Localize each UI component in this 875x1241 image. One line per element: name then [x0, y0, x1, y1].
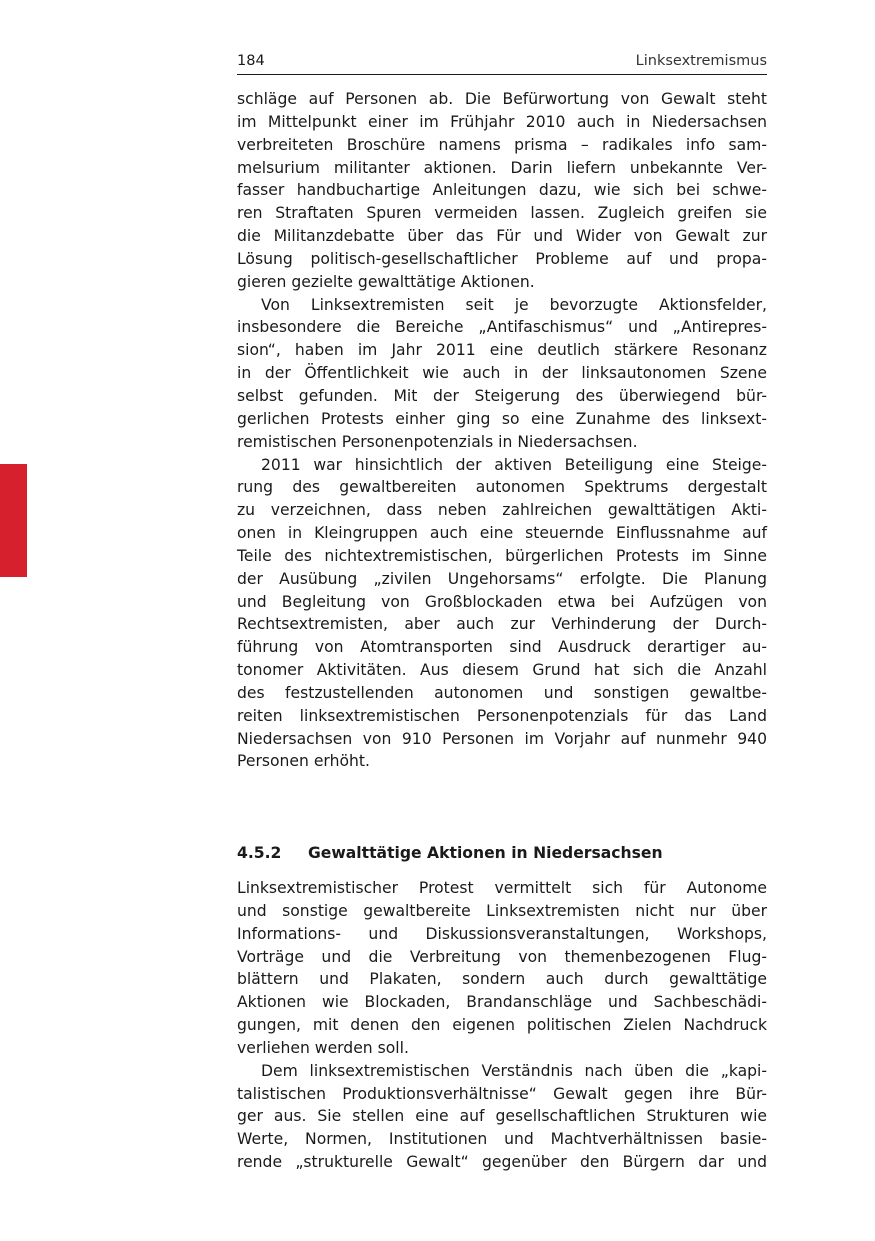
text-line: verliehen werden soll. — [237, 1038, 409, 1057]
text-line: Dem linksextremistischen Verständnis nach üben die „kapi- — [261, 1061, 767, 1080]
text-line: remistischen Personenpotenzials in Niedersachsen. — [237, 432, 638, 451]
text-line: tonomer Aktivitäten. Aus diesem Grund hat sich die Anzahl — [237, 661, 767, 680]
text-line: Teile des nichtextremistischen, bürgerlichen Protests im Sinne — [237, 546, 767, 565]
text-line: verbreiteten Broschüre namens prisma – radikales info sam- — [237, 135, 767, 154]
text-line: Rechtsextremisten, aber auch zur Verhinderung der Durch- — [237, 615, 767, 634]
text-line: Informations- und Diskussionsveranstaltungen, Workshops, — [237, 924, 767, 943]
text-line: des festzustellenden autonomen und sonstigen gewaltbe- — [237, 683, 767, 702]
paragraph — [237, 1060, 767, 1174]
text-line: und sonstige gewaltbereite Linksextremisten nicht nur über — [237, 901, 767, 920]
paragraph — [237, 454, 767, 774]
text-line: und Begleitung von Großblockaden etwa bei Aufzügen von — [237, 592, 767, 611]
text-line: die Militanzdebatte über das Für und Wider von Gewalt zur — [237, 227, 767, 246]
text-line: Werte, Normen, Institutionen und Machtverhältnissen basie- — [237, 1130, 767, 1149]
text-line: gungen, mit denen den eigenen politischen Zielen Nachdruck — [237, 1016, 767, 1035]
text-line: Linksextremistischer Protest vermittelt sich für Autonome — [237, 879, 767, 897]
text-line: führung von Atomtransporten sind Ausdruck derartiger au- — [237, 638, 767, 657]
text-line: Lösung politisch-gesellschaftlicher Probleme auf und propa- — [237, 249, 767, 268]
paragraph — [237, 294, 767, 454]
text-line: fasser handbuchartige Anleitungen dazu, wie sich bei schwe- — [237, 181, 767, 200]
text-line: gieren gezielte gewalttätige Aktionen. — [237, 272, 535, 291]
text-line: rung des gewaltbereiten autonomen Spektrums dergestalt — [237, 478, 767, 497]
section-number: 4.5.2 — [237, 844, 282, 862]
running-title: Linksextremismus — [635, 53, 767, 69]
page-header — [237, 50, 767, 75]
text-line: im Mittelpunkt einer im Frühjahr 2010 auch in Niedersachsen — [237, 112, 767, 131]
text-line: talistischen Produktionsverhältnisse“ Gewalt gegen ihre Bür- — [237, 1084, 767, 1103]
chapter-marker-tab — [0, 464, 27, 577]
text-line: Personen erhöht. — [237, 752, 370, 771]
text-line: Niedersachsen von 910 Personen im Vorjahr auf nunmehr 940 — [237, 729, 767, 748]
body-text-top — [237, 88, 767, 773]
body-text-bottom — [237, 877, 767, 1174]
paragraph — [237, 877, 767, 1060]
text-line: melsurium militanter aktionen. Darin liefern unbekannte Ver- — [237, 158, 767, 177]
text-line: ger aus. Sie stellen eine auf gesellschaftlichen Strukturen wie — [237, 1107, 767, 1126]
text-line: schläge auf Personen ab. Die Befürwortung von Gewalt steht — [237, 90, 767, 108]
text-line: Von Linksextremisten seit je bevorzugte Aktionsfelder, — [261, 295, 767, 314]
text-line: gerlichen Protests einher ging so eine Zunahme des linksext- — [237, 409, 767, 428]
text-line: 2011 war hinsichtlich der aktiven Beteiligung eine Steige- — [261, 455, 767, 474]
paragraph — [237, 88, 767, 294]
text-line: sion“, haben im Jahr 2011 eine deutlich stärkere Resonanz — [237, 341, 767, 360]
text-line: blättern und Plakaten, sondern auch durch gewalttätige — [237, 970, 767, 989]
text-line: insbesondere die Bereiche „Antifaschismus“ und „Antirepres- — [237, 318, 767, 337]
text-line: zu verzeichnen, dass neben zahlreichen gewalttätigen Akti- — [237, 501, 767, 520]
section-heading — [237, 842, 767, 864]
page-number: 184 — [237, 53, 265, 69]
text-line: der Ausübung „zivilen Ungehorsams“ erfolgte. Die Planung — [237, 569, 767, 588]
text-line: Vorträge und die Verbreitung von themenbezogenen Flug- — [237, 947, 767, 966]
text-line: Aktionen wie Blockaden, Brandanschläge und Sachbeschädi- — [237, 993, 767, 1012]
text-line: rende „strukturelle Gewalt“ gegenüber den Bürgern dar und — [237, 1153, 767, 1172]
section-title: Gewalttätige Aktionen in Niedersachsen — [308, 844, 663, 862]
text-line: ren Straftaten Spuren vermeiden lassen. Zugleich greifen sie — [237, 204, 767, 223]
text-line: in der Öffentlichkeit wie auch in der linksautonomen Szene — [237, 364, 767, 383]
text-line: selbst gefunden. Mit der Steigerung des überwiegend bür- — [237, 386, 767, 405]
text-line: reiten linksextremistischen Personenpotenzials für das Land — [237, 706, 767, 725]
text-line: onen in Kleingruppen auch eine steuernde Einflussnahme auf — [237, 524, 767, 543]
